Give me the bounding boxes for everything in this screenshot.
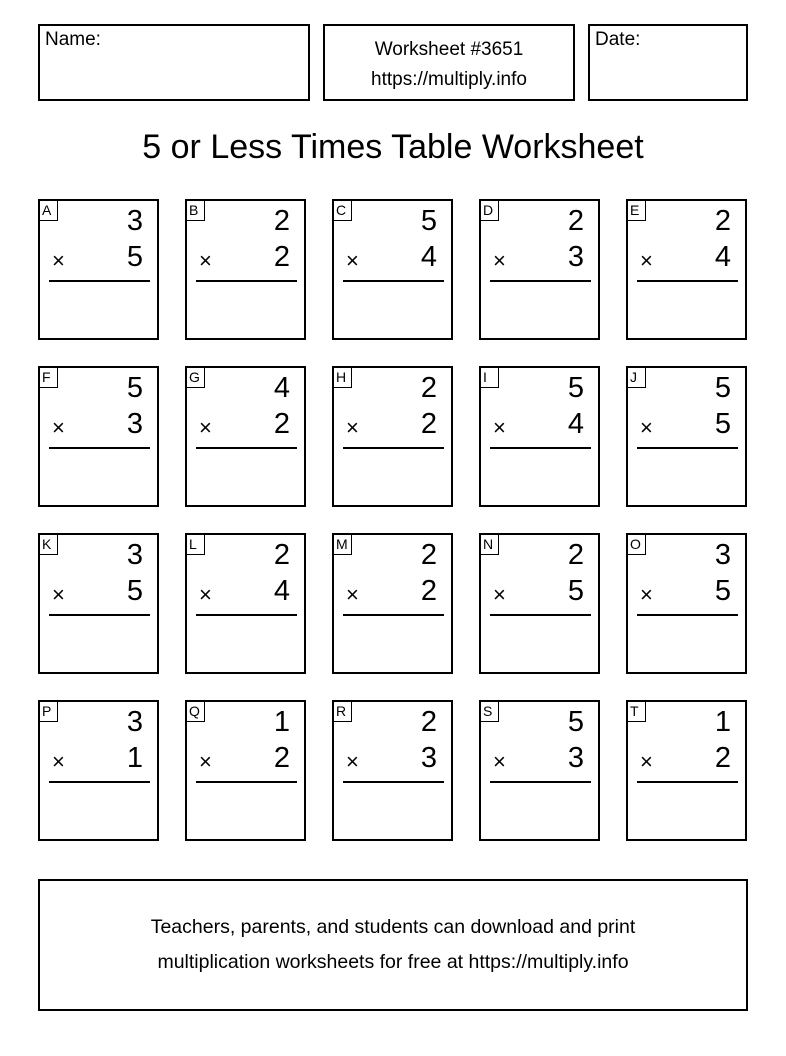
multiplicand: 2 <box>420 372 437 404</box>
multiplicand: 5 <box>420 205 437 237</box>
worksheet-id: Worksheet #3651 <box>374 39 524 60</box>
problem-p <box>38 700 159 841</box>
problem-m <box>332 533 453 674</box>
problem-label: P <box>40 702 58 722</box>
problem-l <box>185 533 306 674</box>
problem-n <box>479 533 600 674</box>
answer-rule <box>196 614 297 616</box>
problem-label: N <box>481 535 499 555</box>
multiplicand: 5 <box>714 372 731 404</box>
answer-rule <box>490 781 591 783</box>
answer-rule <box>490 614 591 616</box>
problem-label: M <box>334 535 352 555</box>
problem-label: R <box>334 702 352 722</box>
answer-rule <box>196 280 297 282</box>
multiplicand: 2 <box>273 205 290 237</box>
date-box <box>588 24 748 101</box>
multiplicand: 3 <box>126 539 143 571</box>
problem-label: A <box>40 201 58 221</box>
times-sign: × <box>640 749 653 774</box>
multiplicand: 2 <box>273 539 290 571</box>
problem-r <box>332 700 453 841</box>
answer-rule <box>490 280 591 282</box>
multiplicand: 5 <box>126 372 143 404</box>
multiplicand: 1 <box>273 706 290 738</box>
problem-k <box>38 533 159 674</box>
multiplicand: 3 <box>714 539 731 571</box>
multiplicand: 5 <box>567 706 584 738</box>
worksheet-info-box <box>323 24 575 101</box>
times-sign: × <box>52 582 65 607</box>
times-sign: × <box>199 582 212 607</box>
problem-g <box>185 366 306 507</box>
times-sign: × <box>52 248 65 273</box>
times-sign: × <box>493 415 506 440</box>
problem-label: K <box>40 535 58 555</box>
answer-rule <box>637 447 738 449</box>
multiplier: 4 <box>420 241 437 273</box>
problem-j <box>626 366 747 507</box>
problem-label: Q <box>187 702 205 722</box>
multiplicand: 1 <box>714 706 731 738</box>
answer-rule <box>490 447 591 449</box>
problem-q <box>185 700 306 841</box>
name-box <box>38 24 310 101</box>
problem-label: J <box>628 368 646 388</box>
multiplier: 3 <box>567 241 584 273</box>
footer-line-1: Teachers, parents, and students can download and print <box>150 916 636 938</box>
times-sign: × <box>493 248 506 273</box>
times-sign: × <box>52 415 65 440</box>
multiplier: 5 <box>714 575 731 607</box>
problem-c <box>332 199 453 340</box>
multiplier: 5 <box>567 575 584 607</box>
multiplier: 2 <box>273 241 290 273</box>
problem-label: O <box>628 535 646 555</box>
answer-rule <box>343 447 444 449</box>
answer-rule <box>637 280 738 282</box>
multiplicand: 2 <box>567 539 584 571</box>
problem-label: F <box>40 368 58 388</box>
problem-i <box>479 366 600 507</box>
problem-label: E <box>628 201 646 221</box>
multiplicand: 2 <box>420 539 437 571</box>
times-sign: × <box>493 749 506 774</box>
multiplicand: 2 <box>420 706 437 738</box>
answer-rule <box>196 781 297 783</box>
multiplier: 5 <box>126 575 143 607</box>
times-sign: × <box>346 749 359 774</box>
multiplicand: 5 <box>567 372 584 404</box>
multiplier: 2 <box>273 408 290 440</box>
times-sign: × <box>199 749 212 774</box>
problem-e <box>626 199 747 340</box>
times-sign: × <box>199 415 212 440</box>
problem-f <box>38 366 159 507</box>
multiplier: 2 <box>420 575 437 607</box>
multiplier: 1 <box>126 742 143 774</box>
footer-box <box>38 879 748 1011</box>
answer-rule <box>343 614 444 616</box>
times-sign: × <box>346 582 359 607</box>
multiplier: 3 <box>126 408 143 440</box>
name-label: Name: <box>45 29 101 50</box>
problem-a <box>38 199 159 340</box>
multiplier: 2 <box>273 742 290 774</box>
problem-label: C <box>334 201 352 221</box>
times-sign: × <box>640 248 653 273</box>
problem-label: T <box>628 702 646 722</box>
multiplier: 2 <box>714 742 731 774</box>
multiplier: 5 <box>126 241 143 273</box>
multiplicand: 2 <box>567 205 584 237</box>
problem-label: D <box>481 201 499 221</box>
multiplier: 5 <box>714 408 731 440</box>
footer-line-2: multiplication worksheets for free at https://multiply.info <box>157 951 629 973</box>
answer-rule <box>49 614 150 616</box>
problem-label: H <box>334 368 352 388</box>
problem-h <box>332 366 453 507</box>
problem-label: S <box>481 702 499 722</box>
problem-label: I <box>481 368 499 388</box>
multiplier: 4 <box>273 575 290 607</box>
multiplicand: 2 <box>714 205 731 237</box>
times-sign: × <box>640 415 653 440</box>
multiplicand: 3 <box>126 706 143 738</box>
times-sign: × <box>199 248 212 273</box>
times-sign: × <box>493 582 506 607</box>
problem-s <box>479 700 600 841</box>
multiplicand: 3 <box>126 205 143 237</box>
problem-t <box>626 700 747 841</box>
problem-b <box>185 199 306 340</box>
multiplier: 4 <box>567 408 584 440</box>
multiplier: 3 <box>567 742 584 774</box>
multiplier: 4 <box>714 241 731 273</box>
answer-rule <box>343 781 444 783</box>
answer-rule <box>49 447 150 449</box>
answer-rule <box>343 280 444 282</box>
times-sign: × <box>52 749 65 774</box>
times-sign: × <box>346 415 359 440</box>
problem-d <box>479 199 600 340</box>
page-title: 5 or Less Times Table Worksheet <box>142 128 644 166</box>
problem-label: G <box>187 368 205 388</box>
multiplier: 2 <box>420 408 437 440</box>
site-url: https://multiply.info <box>371 69 527 90</box>
problem-label: B <box>187 201 205 221</box>
answer-rule <box>637 614 738 616</box>
answer-rule <box>196 447 297 449</box>
answer-rule <box>637 781 738 783</box>
times-sign: × <box>640 582 653 607</box>
answer-rule <box>49 781 150 783</box>
date-label: Date: <box>595 29 641 50</box>
multiplicand: 4 <box>273 372 290 404</box>
multiplier: 3 <box>420 742 437 774</box>
times-sign: × <box>346 248 359 273</box>
problem-o <box>626 533 747 674</box>
answer-rule <box>49 280 150 282</box>
problem-label: L <box>187 535 205 555</box>
